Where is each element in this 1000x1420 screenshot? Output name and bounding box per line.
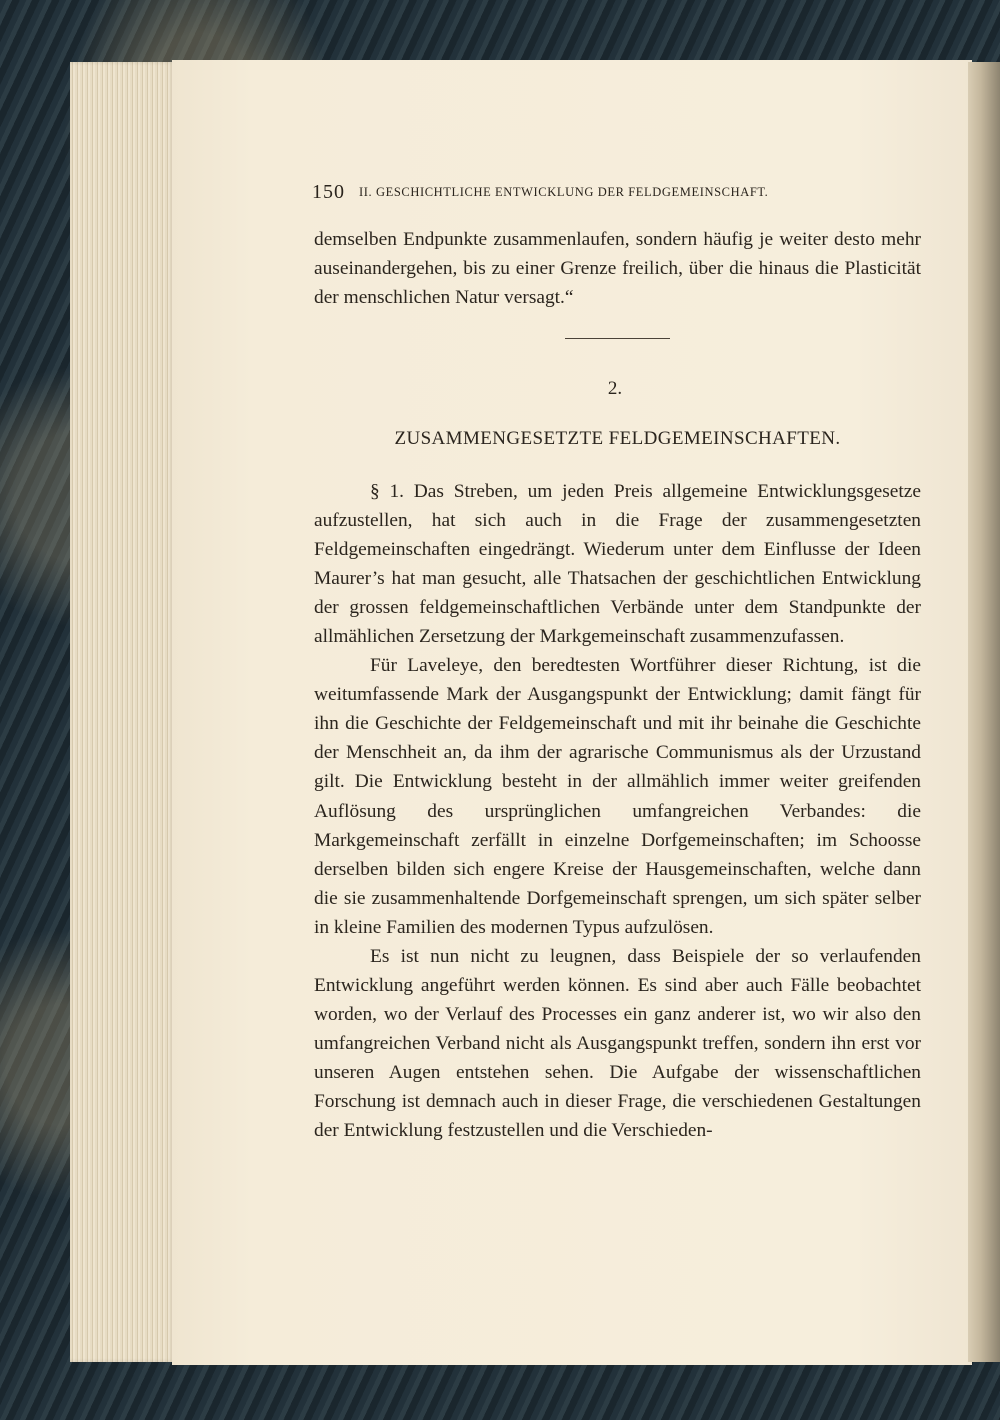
running-title: II. GESCHICHTLICHE ENTWICKLUNG DER FELDGEMEINSCHAFT. (359, 185, 769, 199)
continuation-paragraph (314, 225, 921, 312)
running-header (312, 181, 872, 204)
paragraph: § 1. Das Streben, um jeden Preis allgemeine Entwicklungsgesetze aufzustellen, hat sich auch in die Frage der zusammengesetzten Feldgemeinschaften eingedrängt. Wiederum unter dem Einflusse der Ideen Maurer’s hat man gesucht, alle Thatsachen der geschichtlichen Entwicklung der grossen feldgemeinschaftlichen Verbände unter dem Standpunkte der allmählichen Zersetzung der Markgemeinschaft zusammenzufassen. (314, 481, 921, 648)
page-number: 150 (312, 181, 345, 203)
page-gutter-edge (968, 62, 1000, 1362)
section-body (314, 477, 921, 1145)
paragraph: Es ist nun nicht zu leugnen, dass Beispiele der so verlaufenden Entwicklung angeführt werden können. Es sind aber auch Fälle beobachtet worden, wo der Verlauf des Processes ein ganz anderer ist, wo wir also den umfangreichen Verband nicht als Ausgangspunkt treffen, sondern ihn erst vor unseren Augen entstehen sehen. Die Aufgabe der wissenschaftlichen Forschung ist demnach auch in dieser Frage, die verschiedenen Gestaltungen der Entwicklung festzustellen und die Verschieden- (314, 945, 921, 1142)
section-divider-rule (565, 338, 670, 339)
page-stack-edge (70, 62, 175, 1362)
paragraph: Für Laveleye, den beredtesten Wortführer dieser Richtung, ist die weitumfassende Mark der Ausgangspunkt der Entwicklung; damit fängt für ihn die Geschichte der Feldgemeinschaft und mit ihr beinahe die Geschichte der Menschheit an, da ihm der agrarische Communismus als der Urzustand gilt. Die Entwicklung besteht in der allmählich immer weiter greifenden Auflösung des ursprünglichen umfangreichen Verbandes: die Markgemeinschaft zerfällt in einzelne Dorfgemeinschaften; im Schoosse derselben bilden sich engere Kreise der Hausgemeinschaften, welche dann die sie zusammenhaltende Dorfgemeinschaft sprengen, um sich später selber in kleine Familien des modernen Typus aufzulösen. (314, 655, 921, 938)
continuation-text: demselben Endpunkte zusammenlaufen, sondern häufig je weiter desto mehr auseinandergehen, bis zu einer Grenze freilich, über die hinaus die Plasticität der menschlichen Natur versagt.“ (314, 229, 921, 309)
section-number: 2. (607, 378, 623, 399)
section-title: ZUSAMMENGESETZTE FELDGEMEINSCHAFTEN. (394, 428, 841, 449)
